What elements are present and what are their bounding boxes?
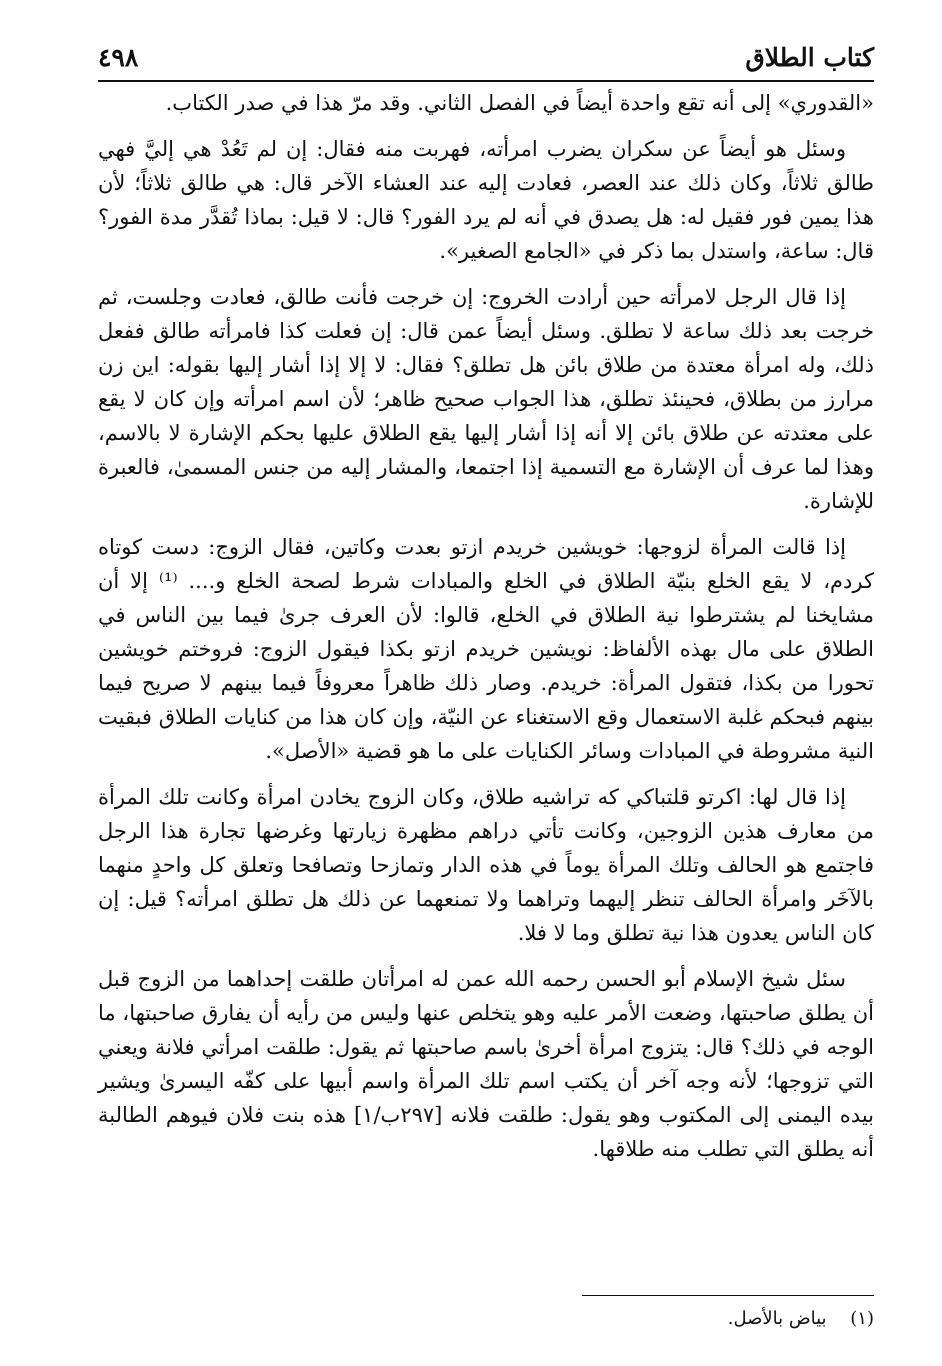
footnote-text: بياض بالأصل. [727,1308,827,1329]
paragraph: إذا قال الرجل لامرأته حين أرادت الخروج: إن خرجت فأنت طالق، فعادت وجلست، ثم خرجت بعد ذلك ساعة لا تطلق. وسئل أيضاً عمن قال: إن فعلت كذا فامرأته طالق ففعل ذلك، وله امرأة معتدة من طلاق بائن هل تطلق؟ فقال: لا إلا إذا أشار إليها بقوله: اين زن مرارز من بطلاق، فحينئذ تطلق، هذا الجواب صحيح ظاهر؛ لأن اسم امرأته وإن كان لا يقع على معتدته عن طلاق بائن إلا أنه إذا أشار إليها يقع الطلاق عليها بحكم الإشارة لا بالاسم، وهذا لما عرف أن الإشارة مع التسمية إذا اجتمعا، والمشار إليه من جنس المسمىٰ، فالعبرة للإشارة. [98,285,874,513]
footnote-number: (١) [850,1308,874,1329]
main-text [98,86,874,1178]
paragraph: «القدوري» إلى أنه تقع واحدة أيضاً في الفصل الثاني. وقد مرّ هذا في صدر الكتاب. [165,91,874,115]
footnote-divider [582,1295,874,1296]
paragraph: إذا قالت المرأة لزوجها: خويشين خريدم ازتو بعدت وكاتين، فقال الزوج: دست كوتاه كردم، لا يقع الخلع بنيّة الطلاق في الخلع والمبادات شرط لصحة الخلع و.... ⁽¹⁾ إلا أن مشايخنا لم يشترطوا نية الطلاق في الخلع، قالوا: لأن العرف جرىٰ فيما بين الناس في الطلاق على مال بهذه الألفاظ: نويشين خريدم ازتو بكذا فيقول الزوج: فروختم خويشين تحورا من بكذا، فتقول المرأة: خريدم. وصار ذلك ظاهراً معروفاً فيما بينهم لا صريح فيما بينهم فبحكم غلبة الاستعمال وقع الاستغناء عن النيّة، وإن كان هذا من كنايات الطلاق فبقيت النية مشروطة في المبادات وسائر الكنايات على ما هو قضية «الأصل». [98,535,874,763]
page-header [98,36,874,82]
paragraph: وسئل هو أيضاً عن سكران يضرب امرأته، فهربت منه فقال: إن لم تَعُدْ هي إليَّ فهي طالق ثلاثاً، وكان ذلك عند العصر، فعادت إليه عند العشاء الآخر قال: هي طالق ثلاثاً؛ لأن هذا يمين فور فقيل له: هل يصدق في أنه لم يرد الفور؟ قال: لا قيل: بماذا تُقدَّر مدة الفور؟ قال: ساعة، واستدل بما ذكر في «الجامع الصغير». [98,137,874,263]
chapter-title: كتاب الطلاق [745,43,874,72]
paragraph: سئل شيخ الإسلام أبو الحسن رحمه الله عمن له امرأتان طلقت إحداهما من الزوج قبل أن يطلق صاحبتها، وضعت الأمر عليه وهو يتخلص عنها وليس من رأيه أن يفارق صاحبتها، ما الوجه في ذلك؟ قال: يتزوج امرأة أخرىٰ باسم صاحبتها ثم يقول: طلقت امرأتي فلانة ويعني التي تزوجها؛ لأنه وجه آخر أن يكتب اسم تلك المرأة واسم أبيها على كفّه اليسرىٰ ويشير بيده اليمنى إلى المكتوب وهو يقول: طلقت فلانه [٢٩٧ب/١] هذه بنت فلان فيوهم الطالبة أنه يطلق التي تطلب منه طلاقها. [98,967,874,1161]
paragraph: إذا قال لها: اكرتو قلتباكي كه تراشيه طلاق، وكان الزوج يخادن امرأة وكانت تلك المرأة من معارف هذين الزوجين، وكانت تأتي دراهم مظهرة زيارتها وغرضها تجارة هذا الرجل فاجتمع هو الحالف وتلك المرأة يوماً في هذه الدار وتمازحا وتصافحا وتعلق كل واحدٍ منهما بالآخَر وامرأة الحالف تنظر إليهما وتراهما ولا تمنعهما عن ذلك هل تطلق امرأته؟ قيل: إن كان الناس يعدون هذا نية تطلق وما لا فلا. [98,785,874,945]
page-number: ٤٩٨ [98,43,139,72]
footnote [728,1305,874,1333]
